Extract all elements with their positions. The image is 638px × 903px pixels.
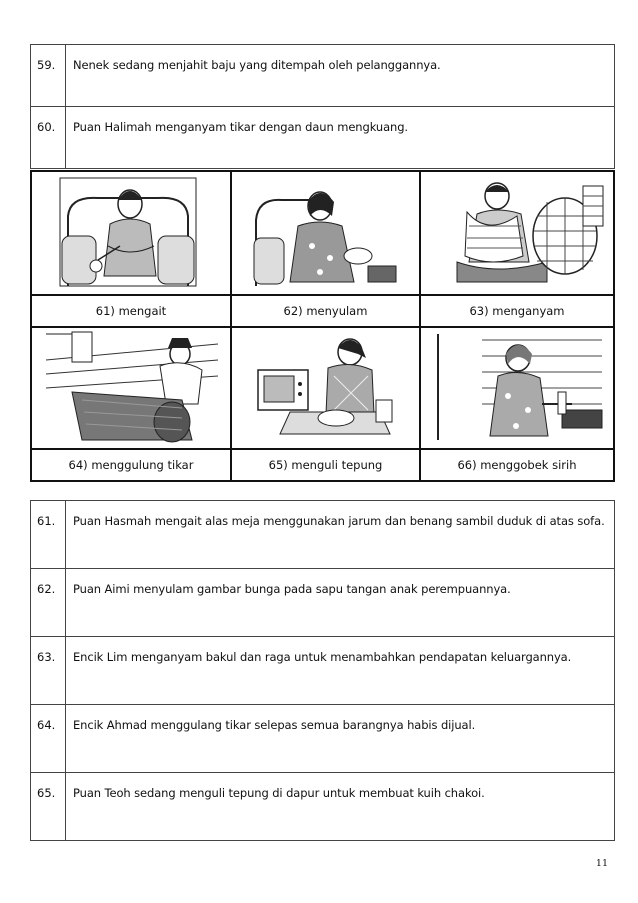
embroidery-woman-illustration <box>250 176 400 288</box>
row-sentence: Puan Halimah menganyam tikar dengan daun mengkuang. <box>66 107 615 169</box>
kneading-dough-woman-illustration <box>250 330 400 442</box>
table-row <box>31 107 615 169</box>
basket-weaving-man-illustration <box>437 176 607 288</box>
table-row <box>31 705 615 773</box>
row-sentence: Puan Hasmah mengait alas meja menggunakan jarum dan benang sambil duduk di atas sofa. <box>66 501 615 569</box>
row-number: 59. <box>31 45 66 107</box>
picture-caption: 63) menganyam <box>469 304 565 318</box>
row-sentence: Nenek sedang menjahit baju yang ditempah oleh pelanggannya. <box>66 45 615 107</box>
row-sentence: Encik Ahmad menggulang tikar selepas semua barangnya habis dijual. <box>66 705 615 773</box>
crochet-woman-illustration <box>58 176 198 288</box>
row-number: 60. <box>31 107 66 169</box>
picture-caption: 62) menyulam <box>283 304 368 318</box>
sentence-table-top <box>30 44 615 169</box>
row-sentence: Puan Teoh sedang menguli tepung di dapur untuk membuat kuih chakoi. <box>66 773 615 841</box>
rolling-mat-man-illustration <box>42 330 222 444</box>
picture-caption: 64) menggulung tikar <box>68 458 194 472</box>
picture-caption: 65) menguli tepung <box>268 458 383 472</box>
row-number: 61. <box>31 501 66 569</box>
table-row <box>31 637 615 705</box>
picture-grid <box>30 170 615 482</box>
sentence-table-bottom <box>30 500 615 841</box>
row-sentence: Puan Aimi menyulam gambar bunga pada sapu tangan anak perempuannya. <box>66 569 615 637</box>
table-row <box>31 501 615 569</box>
row-number: 65. <box>31 773 66 841</box>
picture-caption: 61) mengait <box>95 304 167 318</box>
row-number: 64. <box>31 705 66 773</box>
page-number: 11 <box>595 858 608 869</box>
row-number: 63. <box>31 637 66 705</box>
pounding-betel-woman-illustration <box>432 330 607 442</box>
row-number: 62. <box>31 569 66 637</box>
table-row <box>31 45 615 107</box>
table-row <box>31 773 615 841</box>
picture-caption: 66) menggobek sirih <box>457 458 577 472</box>
row-sentence: Encik Lim menganyam bakul dan raga untuk menambahkan pendapatan keluargannya. <box>66 637 615 705</box>
table-row <box>31 569 615 637</box>
